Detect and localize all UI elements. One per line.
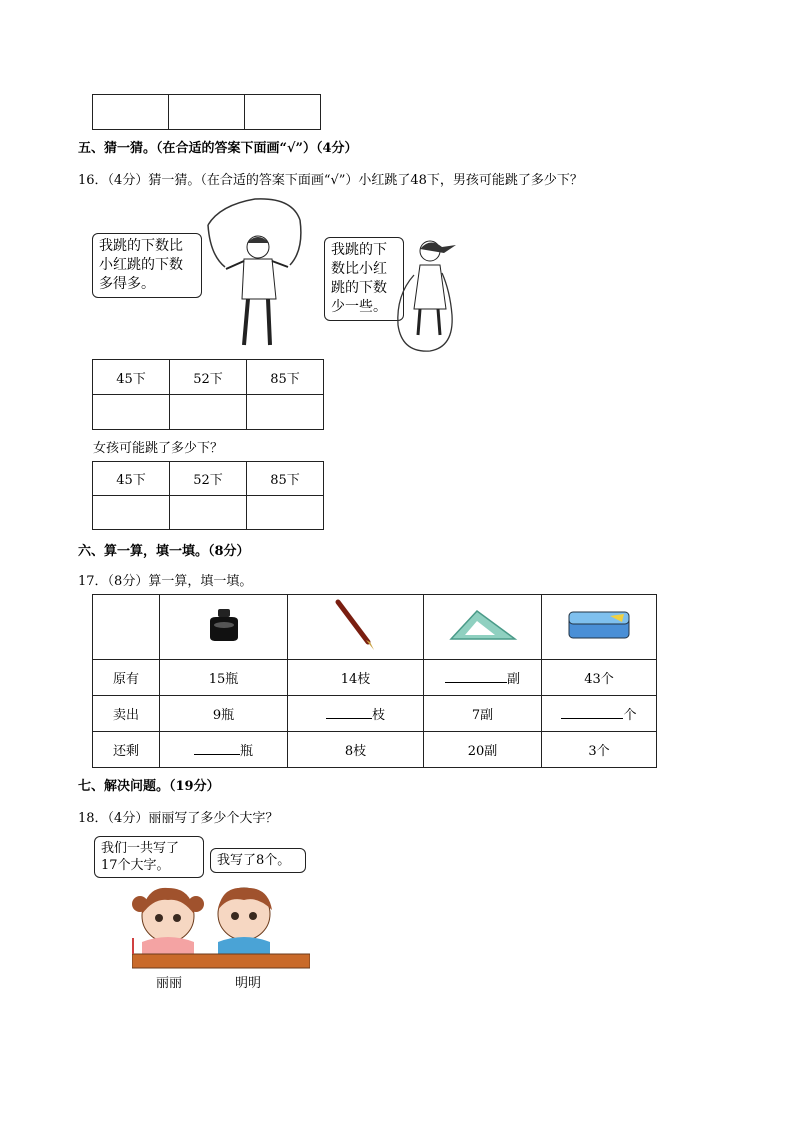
girl-options-table	[92, 461, 324, 530]
pencil-box-cell	[542, 595, 657, 660]
pen-icon	[334, 598, 378, 652]
bubble-line: 跳的下数	[331, 280, 387, 296]
bubble-line: 我写了8个。	[217, 853, 291, 868]
row-label: 原有	[93, 660, 160, 696]
bubble-line: 我跳的下	[331, 242, 387, 258]
table-cell: 14枝	[288, 660, 424, 696]
option-cell: 52下	[170, 360, 247, 395]
unit-label: 瓶	[239, 744, 253, 759]
unit-label: 个	[623, 708, 637, 723]
check-cell[interactable]	[93, 496, 170, 530]
table-cell: 20副	[424, 732, 542, 768]
answer-cell[interactable]	[245, 95, 321, 130]
pen-cell	[288, 595, 424, 660]
girl-jumping-icon	[392, 235, 464, 355]
question-16-text: 16．（4分）猜一猜。（在合适的答案下面画“√”）小红跳了48下，男孩可能跳了多少下？	[78, 173, 583, 188]
answer-cell[interactable]	[93, 95, 169, 130]
option-cell: 52下	[170, 462, 247, 496]
kids-writing-illustration	[92, 832, 312, 992]
ink-cell	[160, 595, 288, 660]
lili-name-label: 丽丽	[156, 976, 183, 991]
table-cell: 43个	[542, 660, 657, 696]
lili-speech-bubble	[94, 836, 204, 878]
check-cell[interactable]	[170, 496, 247, 530]
bubble-line: 小红跳的下数	[99, 257, 183, 273]
bubble-line: 17个大字。	[101, 858, 170, 873]
option-cell: 45下	[93, 462, 170, 496]
check-cell[interactable]	[93, 395, 170, 430]
corner-cell	[93, 595, 160, 660]
bubble-line: 我们一共写了	[101, 841, 180, 856]
check-cell[interactable]	[247, 496, 324, 530]
table-cell: 8枝	[288, 732, 424, 768]
top-answer-table	[92, 94, 321, 130]
pencil-box-icon	[566, 608, 632, 642]
mingming-name-label: 明明	[235, 976, 262, 991]
question-17-text: 17．（8分）算一算，填一填。	[78, 574, 253, 589]
answer-blank[interactable]	[194, 740, 240, 755]
jump-rope-illustration	[92, 195, 464, 355]
bubble-line: 少一些。	[331, 299, 387, 315]
question-18-text: 18．（4分）丽丽写了多少个大字？	[78, 811, 279, 826]
bubble-line: 多得多。	[99, 276, 155, 292]
section-7-title: 七、解决问题。（19分）	[78, 779, 220, 794]
girl-question-text: 女孩可能跳了多少下？	[93, 441, 224, 456]
set-square-icon	[447, 607, 519, 643]
bubble-line: 我跳的下数比	[99, 238, 183, 254]
fill-cell[interactable]	[160, 732, 288, 768]
boy-jumping-icon	[200, 195, 310, 355]
option-cell: 85下	[247, 360, 324, 395]
boy-speech-bubble	[92, 233, 202, 298]
option-cell: 85下	[247, 462, 324, 496]
section-5-title: 五、猜一猜。（在合适的答案下面画“√”）（4分）	[78, 141, 358, 156]
answer-blank[interactable]	[326, 704, 372, 719]
boy-options-table	[92, 359, 324, 430]
fill-cell[interactable]	[542, 696, 657, 732]
answer-cell[interactable]	[169, 95, 245, 130]
bubble-line: 数比小红	[331, 261, 387, 277]
stationery-table	[92, 594, 657, 768]
answer-blank[interactable]	[561, 704, 623, 719]
unit-label: 枝	[371, 708, 385, 723]
row-label: 卖出	[93, 696, 160, 732]
answer-blank[interactable]	[445, 668, 507, 683]
section-6-title: 六、算一算，填一填。（8分）	[78, 544, 250, 559]
table-cell: 9瓶	[160, 696, 288, 732]
set-square-cell	[424, 595, 542, 660]
table-cell: 15瓶	[160, 660, 288, 696]
kids-at-desk-icon	[132, 880, 310, 970]
unit-label: 副	[506, 672, 520, 687]
fill-cell[interactable]	[424, 660, 542, 696]
table-cell: 7副	[424, 696, 542, 732]
check-cell[interactable]	[170, 395, 247, 430]
row-label: 还剩	[93, 732, 160, 768]
table-cell: 3个	[542, 732, 657, 768]
fill-cell[interactable]	[288, 696, 424, 732]
option-cell: 45下	[93, 360, 170, 395]
check-cell[interactable]	[247, 395, 324, 430]
ink-bottle-icon	[204, 605, 244, 645]
mingming-speech-bubble	[210, 848, 306, 873]
